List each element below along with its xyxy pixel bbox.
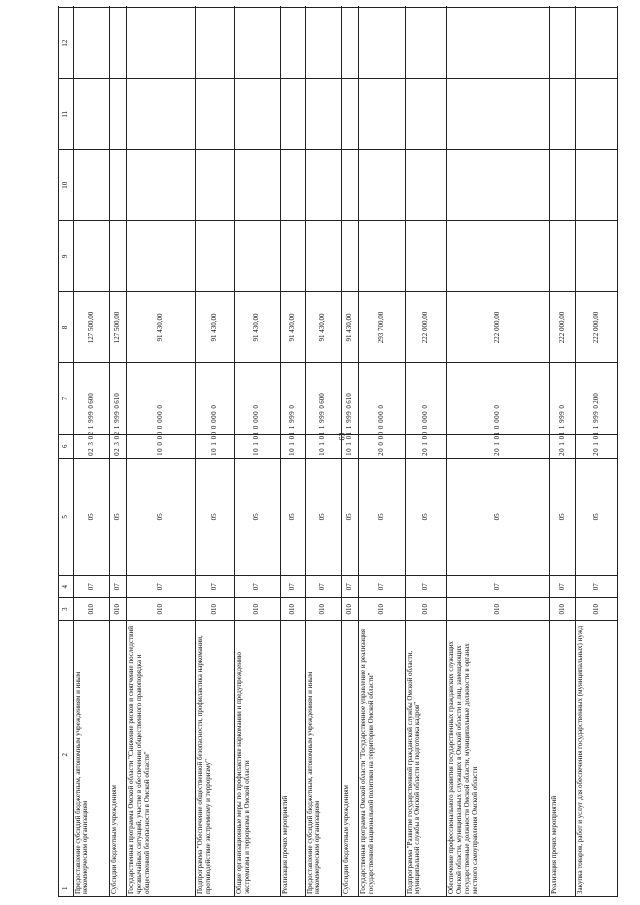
- row-amount-10-cell: [127, 150, 195, 221]
- row-amount-12-cell: [195, 8, 234, 79]
- row-amount-8-cell: 222 000,00: [447, 292, 550, 363]
- row-amount-9-cell: [305, 221, 342, 292]
- table-row: [305, 8, 342, 897]
- row-code-5-cell: 05: [281, 458, 305, 575]
- row-code-5-cell: 05: [447, 458, 550, 575]
- column-header-2: 2: [60, 753, 69, 757]
- table-row: [359, 8, 405, 897]
- row-amount-11-cell: [234, 79, 280, 150]
- row-amount-8-cell: 91 430,00: [127, 292, 195, 363]
- row-amount-10-cell: [576, 150, 618, 221]
- row-code-4-cell: 07: [234, 575, 280, 598]
- row-amount-9-cell: [234, 221, 280, 292]
- row-amount-10-cell: [73, 150, 110, 221]
- row-code-4-cell: 07: [342, 575, 359, 598]
- row-amount-11-cell: [281, 79, 305, 150]
- row-code-5-cell: 05: [305, 458, 342, 575]
- row-code-5-cell: 05: [576, 458, 618, 575]
- row-code-3-cell: 010: [195, 598, 234, 621]
- row-code-3-cell: 010: [405, 598, 446, 621]
- row-name-cell: Подпрограмма "Развитие государственной гражданской службы Омской области, муниципальной службы в Омской области и подготовка кадров": [405, 621, 446, 897]
- table-row: [342, 8, 359, 897]
- row-expense-type-cell: 200: [576, 363, 618, 434]
- row-amount-8-cell: 222 000,00: [549, 292, 576, 363]
- row-amount-8-cell: 293 700,00: [359, 292, 405, 363]
- row-expense-type-cell: 610: [110, 363, 127, 434]
- header-row: [59, 8, 74, 897]
- row-target-article-cell: 10 0 00 0 000 0: [127, 434, 195, 458]
- row-target-article-cell: 10 1 01 0 000 0: [234, 434, 280, 458]
- row-amount-11-cell: [73, 79, 110, 150]
- row-amount-9-cell: [195, 221, 234, 292]
- table-row: [127, 8, 195, 897]
- row-name-cell: Субсидии бюджетным учреждениям: [110, 621, 127, 897]
- row-name-cell: Обеспечение профессионального развития государственных гражданских служащих Омской области, муниципальных служащих в Омской области и лиц, замещающих государственные должности Омской области, муниципальные должности в органах местного самоуправления Омской области: [447, 621, 550, 897]
- row-target-article-cell: 10 1 01 1 999 0: [281, 434, 305, 458]
- row-code-5-cell: 05: [405, 458, 446, 575]
- row-amount-9-cell: [342, 221, 359, 292]
- row-code-3-cell: 010: [110, 598, 127, 621]
- row-amount-8-cell: 91 430,00: [195, 292, 234, 363]
- row-code-5-cell: 05: [549, 458, 576, 575]
- row-amount-12-cell: [576, 8, 618, 79]
- row-code-5-cell: 05: [359, 458, 405, 575]
- row-amount-12-cell: [281, 8, 305, 79]
- table-row: [549, 8, 576, 897]
- row-amount-9-cell: [110, 221, 127, 292]
- row-code-5-cell: 05: [195, 458, 234, 575]
- row-amount-10-cell: [195, 150, 234, 221]
- row-target-article-cell: 20 1 01 0 000 0: [447, 434, 550, 458]
- row-code-4-cell: 07: [359, 575, 405, 598]
- row-name-cell: Реализация прочих мероприятий: [281, 621, 305, 897]
- row-amount-12-cell: [110, 8, 127, 79]
- column-header-6: 6: [59, 434, 74, 458]
- row-code-4-cell: 07: [447, 575, 550, 598]
- row-amount-9-cell: [127, 221, 195, 292]
- row-amount-12-cell: [234, 8, 280, 79]
- column-header-1: 1: [60, 886, 69, 890]
- row-amount-8-cell: 127 500,00: [110, 292, 127, 363]
- row-amount-8-cell: 91 430,00: [281, 292, 305, 363]
- row-amount-11-cell: [447, 79, 550, 150]
- row-target-article-cell: 10 1 01 1 999 0: [342, 434, 359, 458]
- row-amount-9-cell: [576, 221, 618, 292]
- row-code-3-cell: 010: [73, 598, 110, 621]
- row-amount-11-cell: [127, 79, 195, 150]
- column-header-8: 8: [59, 292, 74, 363]
- row-amount-11-cell: [195, 79, 234, 150]
- column-header-9: 9: [59, 221, 74, 292]
- row-code-4-cell: 07: [195, 575, 234, 598]
- row-code-5-cell: 05: [342, 458, 359, 575]
- row-name-cell: Реализация прочих мероприятий: [549, 621, 576, 897]
- row-amount-10-cell: [281, 150, 305, 221]
- row-code-3-cell: 010: [576, 598, 618, 621]
- table-row: [405, 8, 446, 897]
- table-row: [110, 8, 127, 897]
- column-header-7: 7: [59, 363, 74, 434]
- row-target-article-cell: 10 1 00 0 000 0: [195, 434, 234, 458]
- row-code-3-cell: 010: [281, 598, 305, 621]
- row-amount-9-cell: [405, 221, 446, 292]
- row-amount-11-cell: [110, 79, 127, 150]
- table-row: [73, 8, 110, 897]
- row-amount-11-cell: [305, 79, 342, 150]
- row-amount-8-cell: 91 430,00: [305, 292, 342, 363]
- row-amount-10-cell: [359, 150, 405, 221]
- row-amount-11-cell: [576, 79, 618, 150]
- row-amount-12-cell: [405, 8, 446, 79]
- table-row: [447, 8, 550, 897]
- row-name-cell: Предоставление субсидий бюджетным, автономным учреждениям и иным некоммерческим организациям: [305, 621, 342, 897]
- column-header-12: 12: [59, 8, 74, 79]
- row-code-5-cell: 05: [73, 458, 110, 575]
- row-amount-9-cell: [447, 221, 550, 292]
- row-amount-8-cell: 127 500,00: [73, 292, 110, 363]
- row-amount-9-cell: [549, 221, 576, 292]
- budget-table: [58, 7, 618, 897]
- table-row: [281, 8, 305, 897]
- row-amount-12-cell: [359, 8, 405, 79]
- row-amount-11-cell: [405, 79, 446, 150]
- row-target-article-cell: 20 1 01 1 999 0: [576, 434, 618, 458]
- row-amount-8-cell: 91 430,00: [342, 292, 359, 363]
- row-amount-10-cell: [234, 150, 280, 221]
- row-amount-9-cell: [281, 221, 305, 292]
- row-amount-11-cell: [359, 79, 405, 150]
- row-code-5-cell: 05: [110, 458, 127, 575]
- column-header-10: 10: [59, 150, 74, 221]
- row-code-4-cell: 07: [127, 575, 195, 598]
- row-code-5-cell: 05: [234, 458, 280, 575]
- row-target-article-cell: 02 3 02 1 999 0: [110, 434, 127, 458]
- row-amount-8-cell: 222 000,00: [405, 292, 446, 363]
- table-row: [234, 8, 280, 897]
- row-amount-9-cell: [359, 221, 405, 292]
- row-code-4-cell: 07: [549, 575, 576, 598]
- row-name-cell: Подпрограмма "Обеспечение общественной безопасности, профилактика наркомании, противодействие экстремизму и терроризму": [195, 621, 234, 897]
- row-expense-type-cell: 610: [342, 363, 359, 434]
- column-header-1-2: [59, 621, 74, 897]
- row-code-3-cell: 010: [549, 598, 576, 621]
- row-name-cell: Предоставление субсидий бюджетным, автономным учреждениям и иным некоммерческим организациям: [73, 621, 110, 897]
- row-amount-12-cell: [447, 8, 550, 79]
- row-amount-12-cell: [342, 8, 359, 79]
- row-code-4-cell: 07: [305, 575, 342, 598]
- row-amount-10-cell: [305, 150, 342, 221]
- row-amount-9-cell: [73, 221, 110, 292]
- row-name-cell: Закупка товаров, работ и услуг для обеспечения государственных (муниципальных) нужд: [576, 621, 618, 897]
- row-amount-10-cell: [342, 150, 359, 221]
- row-name-cell: Субсидии бюджетным учреждениям: [342, 621, 359, 897]
- row-code-4-cell: 07: [576, 575, 618, 598]
- row-amount-12-cell: [549, 8, 576, 79]
- row-amount-11-cell: [549, 79, 576, 150]
- row-code-3-cell: 010: [127, 598, 195, 621]
- table-row: [195, 8, 234, 897]
- row-code-3-cell: 010: [447, 598, 550, 621]
- row-name-cell: Общие организационные меры по профилактике наркомании и предупреждению экстремизма и терроризма в Омской области: [234, 621, 280, 897]
- row-amount-12-cell: [73, 8, 110, 79]
- row-code-4-cell: 07: [110, 575, 127, 598]
- row-amount-10-cell: [549, 150, 576, 221]
- column-header-3: 3: [59, 598, 74, 621]
- row-target-article-cell: 20 1 01 1 999 0: [549, 434, 576, 458]
- row-expense-type-cell: 600: [305, 363, 342, 434]
- column-header-11: 11: [59, 79, 74, 150]
- row-code-3-cell: 010: [342, 598, 359, 621]
- column-header-5: 5: [59, 458, 74, 575]
- row-code-4-cell: 07: [281, 575, 305, 598]
- row-name-cell: Государственная программа Омской области "Снижение рисков и смягчение последствий чрезвычайных ситуаций, участие в обеспечении общественного правопорядка и общественной безопасности в Омской области": [127, 621, 195, 897]
- row-code-5-cell: 05: [127, 458, 195, 575]
- row-code-4-cell: 07: [405, 575, 446, 598]
- row-code-3-cell: 010: [305, 598, 342, 621]
- row-amount-10-cell: [447, 150, 550, 221]
- rotated-table-frame: [58, 7, 618, 897]
- row-amount-8-cell: 91 430,00: [234, 292, 280, 363]
- row-amount-10-cell: [405, 150, 446, 221]
- row-amount-12-cell: [305, 8, 342, 79]
- row-code-4-cell: 07: [73, 575, 110, 598]
- table-row: [576, 8, 618, 897]
- row-target-article-cell: 10 1 01 1 999 0: [305, 434, 342, 458]
- row-name-cell: Государственная программа Омской области "Государственное управление и реализация государственной национальной политики на территории Омской области": [359, 621, 405, 897]
- row-amount-10-cell: [110, 150, 127, 221]
- rotated-table-container: [58, 7, 618, 897]
- row-amount-8-cell: 222 000,00: [576, 292, 618, 363]
- row-code-3-cell: 010: [359, 598, 405, 621]
- row-code-3-cell: 010: [234, 598, 280, 621]
- row-amount-12-cell: [127, 8, 195, 79]
- page-number: 63: [337, 432, 347, 441]
- row-target-article-cell: 20 0 00 0 000 0: [359, 434, 405, 458]
- row-target-article-cell: 02 3 02 1 999 0: [73, 434, 110, 458]
- row-target-article-cell: 20 1 00 0 000 0: [405, 434, 446, 458]
- row-expense-type-cell: 600: [73, 363, 110, 434]
- column-header-4: 4: [59, 575, 74, 598]
- row-amount-11-cell: [342, 79, 359, 150]
